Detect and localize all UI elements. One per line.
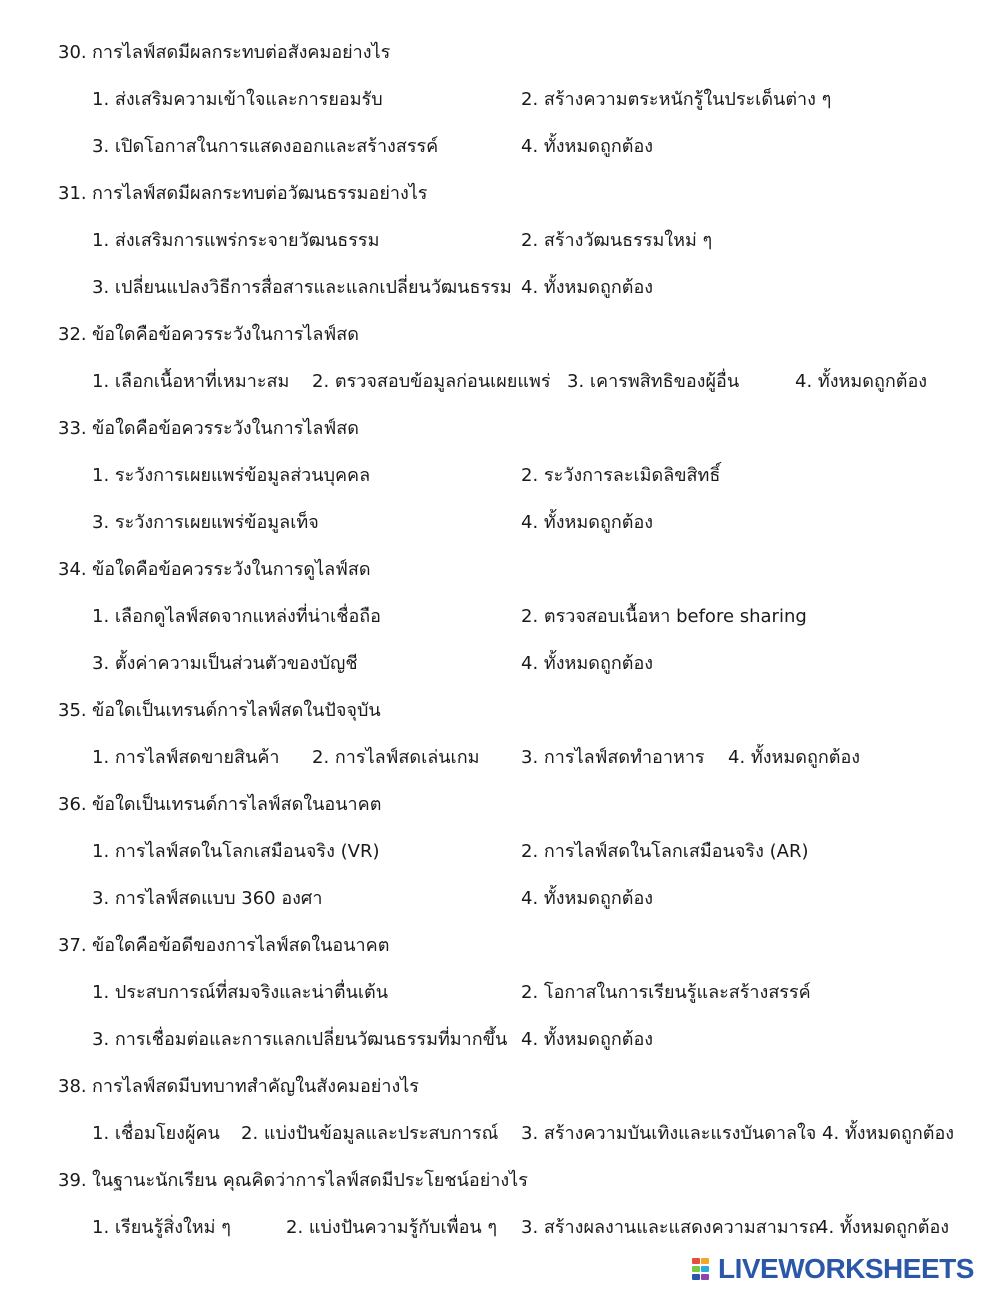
option-34-1[interactable]: 1. เลือกดูไลฟ์สดจากแหล่งที่น่าเชื่อถือ [92, 606, 381, 627]
question-32 [58, 323, 359, 347]
option-32-2[interactable]: 2. ตรวจสอบข้อมูลก่อนเผยแพร่ [312, 371, 551, 392]
question-33 [58, 417, 359, 441]
option-38-2[interactable]: 2. แบ่งปันข้อมูลและประสบการณ์ [241, 1123, 499, 1144]
question-text: การไลฟ์สดมีผลกระทบต่อสังคมอย่างไร [92, 42, 391, 63]
question-text: ข้อใดคือข้อควรระวังในการดูไลฟ์สด [92, 559, 371, 580]
question-number: 34. [58, 559, 87, 580]
option-37-1[interactable]: 1. ประสบการณ์ที่สมจริงและน่าตื่นเต้น [92, 982, 389, 1003]
option-36-3[interactable]: 3. การไลฟ์สดแบบ 360 องศา [92, 888, 323, 909]
option-36-4[interactable]: 4. ทั้งหมดถูกต้อง [521, 888, 654, 909]
option-30-1[interactable]: 1. ส่งเสริมความเข้าใจและการยอมรับ [92, 89, 383, 110]
option-32-1[interactable]: 1. เลือกเนื้อหาที่เหมาะสม [92, 371, 290, 392]
option-31-1[interactable]: 1. ส่งเสริมการแพร่กระจายวัฒนธรรม [92, 230, 380, 251]
option-35-3[interactable]: 3. การไลฟ์สดทำอาหาร [521, 747, 705, 768]
option-37-3[interactable]: 3. การเชื่อมต่อและการแลกเปลี่ยนวัฒนธรรมที่มากขึ้น [92, 1029, 508, 1050]
question-30 [58, 41, 390, 65]
question-35 [58, 699, 381, 723]
option-36-2[interactable]: 2. การไลฟ์สดในโลกเสมือนจริง (AR) [521, 841, 809, 862]
question-number: 36. [58, 794, 87, 815]
option-35-2[interactable]: 2. การไลฟ์สดเล่นเกม [312, 747, 480, 768]
question-text: ข้อใดเป็นเทรนด์การไลฟ์สดในปัจจุบัน [92, 700, 381, 721]
option-34-2[interactable]: 2. ตรวจสอบเนื้อหา before sharing [521, 606, 807, 627]
question-text: ข้อใดคือข้อดีของการไลฟ์สดในอนาคต [92, 935, 390, 956]
option-31-3[interactable]: 3. เปลี่ยนแปลงวิธีการสื่อสารและแลกเปลี่ยนวัฒนธรรม [92, 277, 512, 298]
option-33-4[interactable]: 4. ทั้งหมดถูกต้อง [521, 512, 654, 533]
option-36-1[interactable]: 1. การไลฟ์สดในโลกเสมือนจริง (VR) [92, 841, 380, 862]
option-39-2[interactable]: 2. แบ่งปันความรู้กับเพื่อน ๆ [286, 1217, 498, 1238]
question-34 [58, 558, 371, 582]
option-32-3[interactable]: 3. เคารพสิทธิของผู้อื่น [567, 371, 740, 392]
question-31 [58, 182, 427, 206]
option-39-4[interactable]: 4. ทั้งหมดถูกต้อง [817, 1217, 950, 1238]
liveworksheets-logo[interactable] [692, 1252, 974, 1286]
question-text: ในฐานะนักเรียน คุณคิดว่าการไลฟ์สดมีประโยชน์อย่างไร [92, 1170, 528, 1191]
question-38 [58, 1075, 419, 1099]
logo-text: LIVEWORKSHEETS [718, 1253, 974, 1284]
question-text: ข้อใดเป็นเทรนด์การไลฟ์สดในอนาคต [92, 794, 382, 815]
question-number: 38. [58, 1076, 87, 1097]
option-37-2[interactable]: 2. โอกาสในการเรียนรู้และสร้างสรรค์ [521, 982, 811, 1003]
question-39 [58, 1169, 528, 1193]
option-35-1[interactable]: 1. การไลฟ์สดขายสินค้า [92, 747, 280, 768]
option-39-1[interactable]: 1. เรียนรู้สิ่งใหม่ ๆ [92, 1217, 231, 1238]
option-30-3[interactable]: 3. เปิดโอกาสในการแสดงออกและสร้างสรรค์ [92, 136, 439, 157]
liveworksheets-logo-icon [692, 1256, 714, 1282]
option-33-1[interactable]: 1. ระวังการเผยแพร่ข้อมูลส่วนบุคคล [92, 465, 371, 486]
question-text: ข้อใดคือข้อควรระวังในการไลฟ์สด [92, 324, 359, 345]
question-number: 35. [58, 700, 87, 721]
option-30-2[interactable]: 2. สร้างความตระหนักรู้ในประเด็นต่าง ๆ [521, 89, 832, 110]
question-number: 32. [58, 324, 87, 345]
option-39-3[interactable]: 3. สร้างผลงานและแสดงความสามารถ [521, 1217, 820, 1238]
option-38-4[interactable]: 4. ทั้งหมดถูกต้อง [822, 1123, 955, 1144]
option-33-3[interactable]: 3. ระวังการเผยแพร่ข้อมูลเท็จ [92, 512, 319, 533]
question-number: 37. [58, 935, 87, 956]
question-number: 30. [58, 42, 87, 63]
option-32-4[interactable]: 4. ทั้งหมดถูกต้อง [795, 371, 928, 392]
option-31-4[interactable]: 4. ทั้งหมดถูกต้อง [521, 277, 654, 298]
option-38-3[interactable]: 3. สร้างความบันเทิงและแรงบันดาลใจ [521, 1123, 817, 1144]
question-text: ข้อใดคือข้อควรระวังในการไลฟ์สด [92, 418, 359, 439]
option-34-3[interactable]: 3. ตั้งค่าความเป็นส่วนตัวของบัญชี [92, 653, 358, 674]
question-number: 33. [58, 418, 87, 439]
option-35-4[interactable]: 4. ทั้งหมดถูกต้อง [728, 747, 861, 768]
option-37-4[interactable]: 4. ทั้งหมดถูกต้อง [521, 1029, 654, 1050]
option-33-2[interactable]: 2. ระวังการละเมิดลิขสิทธิ์ [521, 465, 721, 486]
question-37 [58, 934, 389, 958]
option-34-4[interactable]: 4. ทั้งหมดถูกต้อง [521, 653, 654, 674]
question-text: การไลฟ์สดมีผลกระทบต่อวัฒนธรรมอย่างไร [92, 183, 428, 204]
question-36 [58, 793, 381, 817]
option-30-4[interactable]: 4. ทั้งหมดถูกต้อง [521, 136, 654, 157]
question-number: 39. [58, 1170, 87, 1191]
option-31-2[interactable]: 2. สร้างวัฒนธรรมใหม่ ๆ [521, 230, 713, 251]
question-number: 31. [58, 183, 87, 204]
option-38-1[interactable]: 1. เชื่อมโยงผู้คน [92, 1123, 220, 1144]
question-text: การไลฟ์สดมีบทบาทสำคัญในสังคมอย่างไร [92, 1076, 419, 1097]
